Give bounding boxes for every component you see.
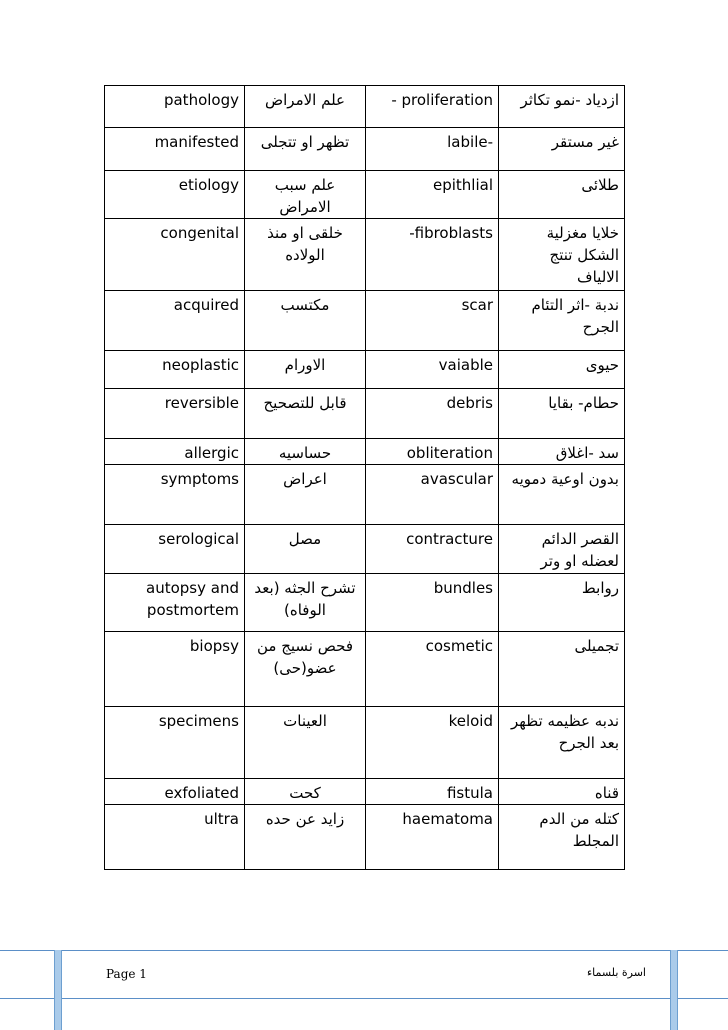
term-english: serological: [105, 525, 245, 574]
term-arabic: مكتسب: [245, 291, 366, 351]
table-row: [105, 707, 625, 779]
table-row: [105, 779, 625, 805]
term-arabic: العينات: [245, 707, 366, 779]
table-row: [105, 574, 625, 632]
term-english: acquired: [105, 291, 245, 351]
term-english: bundles: [366, 574, 499, 632]
page-footer: [0, 950, 728, 1030]
table-row: [105, 171, 625, 219]
term-arabic: خلقى او منذ الولاده: [245, 219, 366, 291]
term-english: debris: [366, 389, 499, 439]
term-arabic: حساسيه: [245, 439, 366, 465]
term-english: cosmetic: [366, 632, 499, 707]
term-arabic: اعراض: [245, 465, 366, 525]
term-english: pathology: [105, 86, 245, 128]
term-arabic: ندبة -اثر التئام الجرح: [499, 291, 625, 351]
term-arabic: القصر الدائم لعضله او وتر: [499, 525, 625, 574]
term-english: symptoms: [105, 465, 245, 525]
term-english: keloid: [366, 707, 499, 779]
footer-bottom-line: [0, 998, 728, 999]
term-english: biopsy: [105, 632, 245, 707]
page-number: Page 1: [106, 967, 147, 981]
footer-right-bar: [670, 950, 678, 1030]
term-arabic: علم سبب الامراض: [245, 171, 366, 219]
term-english: haematoma: [366, 805, 499, 870]
table-row: [105, 632, 625, 707]
term-arabic: طلائى: [499, 171, 625, 219]
term-english: -fibroblasts: [366, 219, 499, 291]
term-arabic: ازدياد -نمو تكاثر: [499, 86, 625, 128]
term-arabic: فحص نسيج من عضو(حى): [245, 632, 366, 707]
term-arabic: تجميلى: [499, 632, 625, 707]
term-english: vaiable: [366, 351, 499, 389]
term-english: contracture: [366, 525, 499, 574]
table-row: [105, 439, 625, 465]
term-english: allergic: [105, 439, 245, 465]
table-row: [105, 525, 625, 574]
table-row: [105, 351, 625, 389]
table-row: [105, 291, 625, 351]
term-arabic: كتله من الدم المجلط: [499, 805, 625, 870]
term-arabic: غير مستقر: [499, 128, 625, 171]
term-arabic: بدون اوعية دمويه: [499, 465, 625, 525]
glossary-table: [104, 85, 625, 870]
term-english: - proliferation: [366, 86, 499, 128]
term-english: neoplastic: [105, 351, 245, 389]
term-arabic: قابل للتصحيح: [245, 389, 366, 439]
table-row: [105, 805, 625, 870]
term-english: etiology: [105, 171, 245, 219]
term-arabic: زايد عن حده: [245, 805, 366, 870]
term-english: specimens: [105, 707, 245, 779]
term-arabic: سد -اغلاق: [499, 439, 625, 465]
term-english: obliteration: [366, 439, 499, 465]
term-english: reversible: [105, 389, 245, 439]
term-arabic: ندبه عظيمه تظهر بعد الجرح: [499, 707, 625, 779]
term-english: manifested: [105, 128, 245, 171]
term-english: exfoliated: [105, 779, 245, 805]
table-row: [105, 86, 625, 128]
table-row: [105, 389, 625, 439]
term-arabic: تظهر او تتجلى: [245, 128, 366, 171]
term-arabic: قناه: [499, 779, 625, 805]
table-row: [105, 219, 625, 291]
term-arabic: حيوى: [499, 351, 625, 389]
term-english: epithlial: [366, 171, 499, 219]
term-arabic: روابط: [499, 574, 625, 632]
table-row: [105, 465, 625, 525]
term-arabic: الاورام: [245, 351, 366, 389]
term-english: labile-: [366, 128, 499, 171]
term-arabic: مصل: [245, 525, 366, 574]
term-english: avascular: [366, 465, 499, 525]
term-english: congenital: [105, 219, 245, 291]
term-english: scar: [366, 291, 499, 351]
term-arabic: علم الامراض: [245, 86, 366, 128]
term-arabic: حطام- بقايا: [499, 389, 625, 439]
term-english: fistula: [366, 779, 499, 805]
footer-left-bar: [54, 950, 62, 1030]
term-english: autopsy and postmortem: [105, 574, 245, 632]
footer-top-line: [0, 950, 728, 951]
term-arabic: خلايا مغزلية الشكل تنتج الالياف: [499, 219, 625, 291]
term-arabic: كحت: [245, 779, 366, 805]
footer-arabic-text: اسرة بلسماء: [586, 966, 646, 979]
term-english: ultra: [105, 805, 245, 870]
table-row: [105, 128, 625, 171]
term-arabic: تشرح الجثه (بعد الوفاه): [245, 574, 366, 632]
